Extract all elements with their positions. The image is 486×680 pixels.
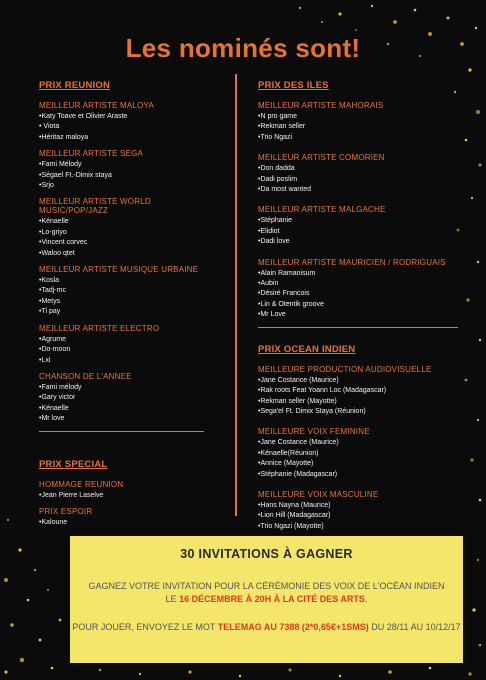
category-title: MEILLEUR ARTISTE MUSIQUE URBAINE xyxy=(39,265,199,275)
invitation-text xyxy=(70,580,463,606)
nominee-item: •Don dadda xyxy=(258,165,295,173)
date-suffix: . xyxy=(364,594,368,604)
event-date: 16 DÉCEMBRE À 20H À LA CITÉ DES ARTS xyxy=(179,594,365,604)
nominee-item: •Lo-griyo xyxy=(39,228,67,236)
nominee-item: •Kénaelle xyxy=(39,218,69,226)
nominee-item: •Désiré Francois xyxy=(258,290,310,298)
prize-section xyxy=(39,459,204,529)
section-heading: PRIX OCEAN INDIEN xyxy=(258,343,356,355)
nominee-item: • Viota xyxy=(39,123,60,131)
nominee-item: •Lion Hill (Madagascar) xyxy=(258,512,331,520)
category-title: PRIX ESPOIR xyxy=(39,506,93,516)
nominee-item: •Vincent corvec xyxy=(39,239,88,247)
nominee-item: •Dadi love xyxy=(258,238,290,246)
invitation-line-1: GAGNEZ VOTRE INVITATION POUR LA CÉRÉMONIE DES VOIX DE L'OCÉAN INDIEN xyxy=(88,581,445,591)
category-title: MEILLEUR ARTISTE COMORIEN xyxy=(258,153,385,163)
nominee-item: •Lxi xyxy=(39,356,51,364)
sms-code: TELEMAG AU 7388 (2*0,65€+1SMS) xyxy=(217,622,369,632)
nominee-item: •Metys xyxy=(39,297,61,305)
prize-section xyxy=(258,344,458,532)
nominee-item: •Gary victor xyxy=(39,394,76,402)
page-title: Les nominés sont! xyxy=(125,33,361,63)
nominee-item: •Jane Costance (Maurice) xyxy=(258,376,339,384)
nominee-item: •Fami mélody xyxy=(39,383,82,391)
prize-section xyxy=(258,80,458,321)
category-title: MEILLEUR ARTISTE MALGACHE xyxy=(258,205,386,215)
column-divider xyxy=(235,74,237,516)
nominee-item: •Tadj-mc xyxy=(39,287,66,295)
nominee-item: •Waloo qtet xyxy=(39,249,75,257)
nominee-item: •Da most wanted xyxy=(258,186,312,194)
nominee-item: •N pro game xyxy=(258,113,298,120)
section-heading: PRIX DES ILES xyxy=(258,80,329,91)
right-column xyxy=(258,80,458,538)
nominee-item: •Mr love xyxy=(39,415,65,423)
category-title: MEILLEUR ARTISTE MALOYA xyxy=(39,101,155,110)
nominee-item: •Jean Pierre Laselve xyxy=(39,491,104,499)
invitation-box xyxy=(70,536,463,663)
nominee-item: •Hans Nayna (Maurice) xyxy=(258,501,331,509)
nominee-item: •Kénaelle(Réunion) xyxy=(258,449,319,457)
invitation-line-2 xyxy=(70,593,463,606)
section-divider xyxy=(39,431,204,432)
nominee-item: •Aubin xyxy=(258,280,279,288)
nominee-item: •Stéphanie (Madagascar) xyxy=(258,470,338,478)
nominee-item: •Kaloune xyxy=(39,518,68,526)
nominee-item: •Dadi poslim xyxy=(258,175,298,183)
nominee-item: •Srjo xyxy=(39,182,54,190)
nominee-item: •Trio Ngazi xyxy=(258,133,293,141)
nominee-item: •Katy Toave et Olivier Araste xyxy=(39,113,128,120)
section-heading: PRIX SPECIAL xyxy=(39,458,108,470)
nominee-item: •Trio Ngazi (Mayotte) xyxy=(258,522,324,530)
category-title: MEILLEUR ARTISTE WORLD MUSIC/POP/JAZZ xyxy=(39,197,151,216)
nominee-item: •Rekman seller (Mayotte) xyxy=(258,397,337,405)
left-column xyxy=(39,80,204,534)
nominee-item: •Ti pay xyxy=(39,308,61,316)
nominee-item: •Annice (Mayotte) xyxy=(258,460,314,468)
nominee-item: •Agrume xyxy=(39,335,66,343)
nominee-item: •Ségael Ft.-Dimix staya xyxy=(39,171,112,179)
category-title: MEILLEUR ARTISTE MAURICIEN / RODRIGUAIS xyxy=(258,257,446,267)
category-title: MEILLEURE VOIX MASCULINE xyxy=(258,489,379,499)
nominee-item: •Elidiot xyxy=(258,227,280,235)
category-title: MEILLEUR ARTISTE SEGA xyxy=(39,149,144,159)
nominee-item: •Héritaz maloya xyxy=(39,133,89,141)
nominee-item: •Mr Love xyxy=(258,311,286,319)
category-title: MEILLEURE PRODUCTION AUDIOVISUELLE xyxy=(258,364,432,374)
nominee-item: •Jane Costance (Maurice) xyxy=(258,439,339,447)
invitation-title: 30 INVITATIONS À GAGNER xyxy=(180,547,353,561)
nominee-item: •Alain Ramanisum xyxy=(258,269,316,277)
nominee-item: •Kosla xyxy=(39,277,59,285)
prize-section xyxy=(39,80,204,425)
category-title: MEILLEURE VOIX FEMININE xyxy=(258,427,370,437)
nominee-item: •Do-moon xyxy=(39,346,71,354)
nominee-item: •Kénaelle xyxy=(39,404,69,412)
play-dates: DU 28/11 AU 10/12/17 xyxy=(368,622,461,632)
play-prefix: POUR JOUER, ENVOYEZ LE MOT xyxy=(72,622,218,632)
nominee-item: •Fami Mélody xyxy=(39,161,82,169)
nominee-item: •Rekman seller xyxy=(258,123,306,131)
section-heading: PRIX REUNION xyxy=(39,80,111,91)
category-title: MEILLEUR ARTISTE ELECTRO xyxy=(39,323,160,333)
invitation-how-to-play xyxy=(70,622,463,632)
category-title: MEILLEUR ARTISTE MAHORAIS xyxy=(258,101,384,110)
nominee-item: •Rak roots Feat Yoann Loc (Madagascar) xyxy=(258,387,387,395)
section-divider xyxy=(258,327,458,328)
date-prefix: LE xyxy=(165,594,180,604)
nominee-item: •Lin & Otentik groove xyxy=(258,300,324,308)
nominee-item: •Sega'el Ft. Dimix Staya (Réunion) xyxy=(258,407,366,415)
category-title: HOMMAGE REUNION xyxy=(39,479,124,489)
nominee-item: •Stéphanie xyxy=(258,217,292,225)
category-title: CHANSON DE L'ANNEE xyxy=(39,371,132,381)
